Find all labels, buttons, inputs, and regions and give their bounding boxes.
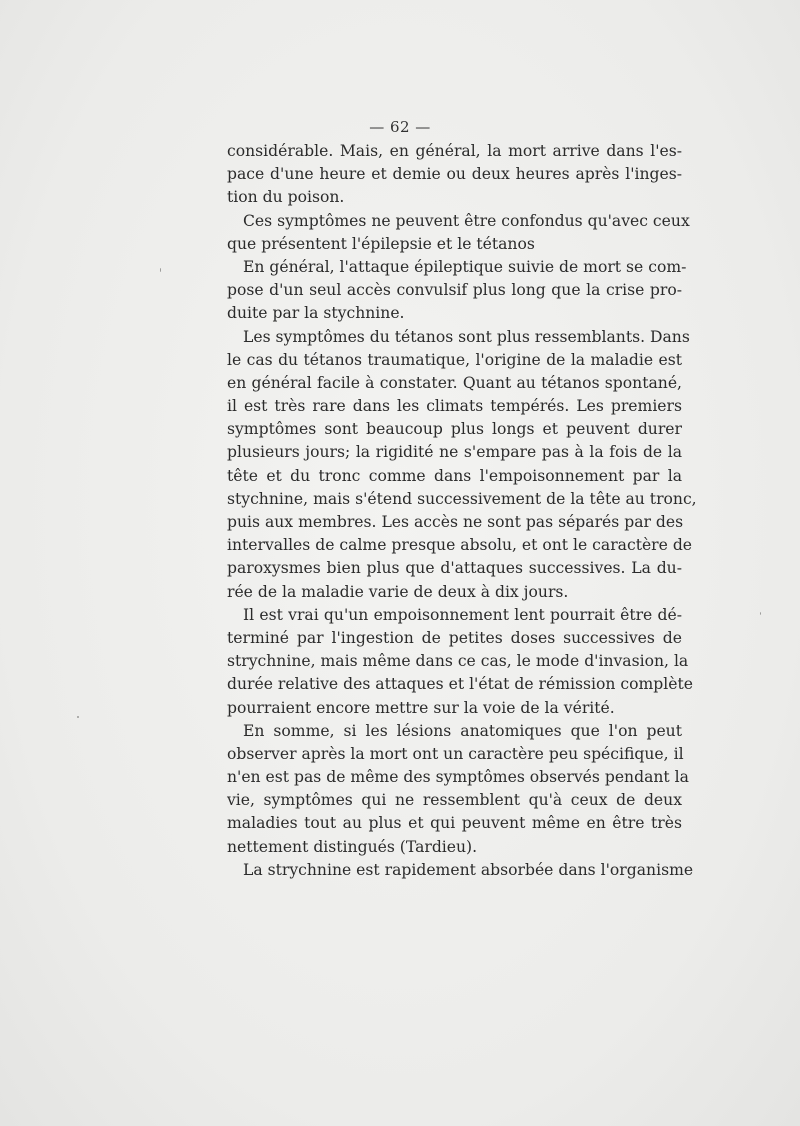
text-line: maladies tout au plus et qui peuvent même en être très [227, 814, 682, 833]
text-line: en général facile à constater. Quant au tétanos spontané, [227, 373, 682, 392]
paper-speck [760, 612, 761, 615]
paragraph [227, 140, 682, 210]
body-text [227, 140, 697, 882]
paper-speck [77, 716, 79, 718]
text-line: pose d'un seul accès convulsif plus long que la crise pro- [227, 281, 682, 300]
text-line: tion du poison. [227, 188, 345, 207]
text-line: stychnine, mais s'étend successivement de la tête au tronc, [227, 489, 697, 508]
text-line: le cas du tétanos traumatique, l'origine de la maladie est [227, 350, 682, 369]
text-line: puis aux membres. Les accès ne sont pas séparés par des [227, 513, 684, 531]
text-line: duite par la stychnine. [227, 304, 405, 323]
paper-speck [160, 268, 161, 272]
paragraph [227, 326, 697, 604]
text-line: Les symptômes du tétanos sont plus ressemblants. Dans [243, 327, 690, 346]
text-line: vie, symptômes qui ne ressemblent qu'à ceux de deux [227, 791, 682, 810]
paragraph [227, 210, 690, 256]
text-line: paroxysmes bien plus que d'attaques successives. La du- [227, 559, 682, 578]
text-line: En somme, si les lésions anatomiques que l'on peut [243, 721, 682, 740]
text-line: intervalles de calme presque absolu, et ont le caractère de [227, 536, 693, 555]
text-line: rée de la maladie varie de deux à dix jours. [227, 582, 569, 601]
text-line: il est très rare dans les climats tempérés. Les premiers [227, 397, 682, 416]
paragraph [227, 604, 693, 720]
text-line: La strychnine est rapidement absorbée dans l'organisme [243, 860, 694, 879]
text-line: plusieurs jours; la rigidité ne s'empare pas à la fois de la [227, 443, 682, 462]
text-line: strychnine, mais même dans ce cas, le mode d'invasion, la [227, 652, 689, 671]
paragraph [227, 720, 689, 859]
text-line: n'en est pas de même des symptômes observés pendant la [227, 768, 689, 787]
text-line: En général, l'attaque épileptique suivie de mort se com- [243, 257, 687, 276]
text-line: terminé par l'ingestion de petites doses successives de [227, 628, 682, 647]
paragraph [227, 859, 694, 882]
text-line: observer après la mort ont un caractère peu spécifique, il [227, 744, 684, 763]
text-line: pace d'une heure et demie ou deux heures après l'inges- [227, 165, 682, 184]
paragraph [227, 256, 687, 326]
text-line: nettement distingués (Tardieu). [227, 837, 478, 856]
text-line: symptômes sont beaucoup plus longs et peuvent durer [227, 420, 682, 439]
text-line: Ces symptômes ne peuvent être confondus qu'avec ceux [243, 211, 690, 230]
text-line: durée relative des attaques et l'état de rémission complète [227, 675, 693, 694]
text-line: que présentent l'épilepsie et le tétanos [227, 234, 535, 253]
text-line: tête et du tronc comme dans l'empoisonnement par la [227, 466, 682, 485]
text-line: Il est vrai qu'un empoisonnement lent pourrait être dé- [243, 605, 682, 624]
page-number: — 62 — [369, 118, 431, 136]
text-line: considérable. Mais, en général, la mort arrive dans l'es- [227, 142, 682, 160]
text-line: pourraient encore mettre sur la voie de la vérité. [227, 698, 615, 717]
